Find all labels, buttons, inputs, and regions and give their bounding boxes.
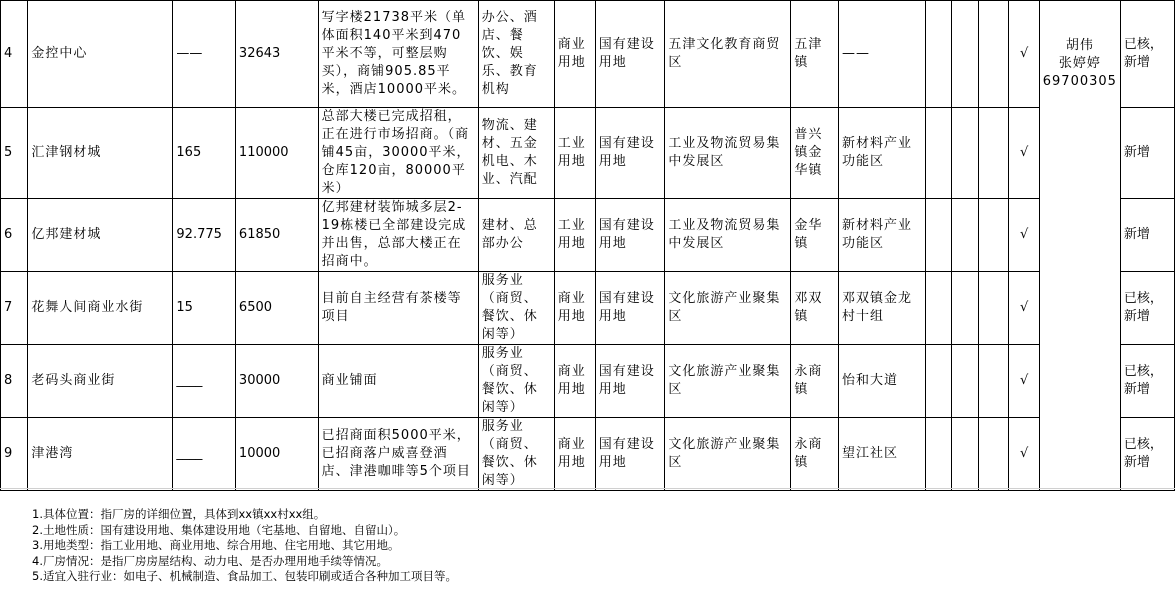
status[interactable]: 已核，新增 [1120, 272, 1174, 345]
empty-cell[interactable] [978, 108, 1009, 199]
empty-cell[interactable] [978, 199, 1009, 272]
land-nature[interactable]: 国有建设用地 [595, 272, 665, 345]
check-mark[interactable]: √ [1009, 108, 1039, 199]
table-row[interactable] [1, 108, 1175, 199]
sheet-gridline [0, 488, 1175, 489]
row-number[interactable]: 9 [1, 418, 28, 491]
suitable-industry[interactable]: 物流、建材、五金机电、木业、汽配 [478, 108, 554, 199]
specific-location[interactable]: —— [839, 1, 926, 108]
project-name[interactable]: 亿邦建材城 [28, 199, 173, 272]
row-number[interactable]: 5 [1, 108, 28, 199]
footnote-1[interactable]: 1.具体位置：指厂房的详细位置，具体到xx镇xx村xx组。 [32, 507, 326, 521]
land-area[interactable]: ____ [173, 345, 236, 418]
empty-cell[interactable] [925, 1, 951, 108]
check-mark[interactable]: √ [1009, 345, 1039, 418]
specific-location[interactable]: 新材料产业功能区 [839, 199, 926, 272]
development-zone[interactable]: 工业及物流贸易集中发展区 [665, 199, 791, 272]
building-area[interactable]: 61850 [235, 199, 318, 272]
building-area[interactable]: 32643 [235, 1, 318, 108]
town[interactable]: 邓双镇 [791, 272, 839, 345]
contact-phone: 69700305 [1042, 74, 1117, 89]
row-number[interactable]: 6 [1, 199, 28, 272]
status[interactable]: 已核，新增 [1120, 345, 1174, 418]
empty-cell[interactable] [978, 418, 1009, 491]
check-mark[interactable]: √ [1009, 199, 1039, 272]
land-area[interactable]: 165 [173, 108, 236, 199]
suitable-industry[interactable]: 服务业（商贸、餐饮、休闲等） [478, 272, 554, 345]
land-use-type[interactable]: 工业用地 [554, 108, 595, 199]
empty-cell[interactable] [925, 345, 951, 418]
specific-location[interactable]: 邓双镇金龙村十组 [839, 272, 926, 345]
land-use-type[interactable]: 商业用地 [554, 345, 595, 418]
footnote-4[interactable]: 4.厂房情况：是指厂房房屋结构、动力电、是否办理用地手续等情况。 [32, 553, 388, 568]
land-area[interactable]: 92.775 [173, 199, 236, 272]
footnotes [32, 507, 457, 585]
land-use-type[interactable]: 商业用地 [554, 1, 595, 108]
project-name[interactable]: 花舞人间商业水街 [28, 272, 173, 345]
empty-cell[interactable] [978, 1, 1009, 108]
contact-name-1: 胡伟 [1065, 38, 1094, 53]
project-description[interactable]: 商业铺面 [318, 345, 478, 418]
land-area[interactable]: 15 [173, 272, 236, 345]
table-row[interactable] [1, 1, 1175, 108]
empty-cell[interactable] [951, 418, 978, 491]
land-use-type[interactable]: 工业用地 [554, 199, 595, 272]
suitable-industry[interactable]: 服务业（商贸、餐饮、休闲等） [478, 345, 554, 418]
status[interactable]: 新增 [1120, 108, 1174, 199]
town[interactable]: 金华镇 [791, 199, 839, 272]
project-description[interactable]: 已招商面积5000平米，已招商落户威喜登酒店、津港咖啡等5个项目 [318, 418, 478, 491]
empty-cell[interactable] [925, 199, 951, 272]
specific-location[interactable]: 怡和大道 [839, 345, 926, 418]
project-name[interactable]: 金控中心 [28, 1, 173, 108]
building-area[interactable]: 30000 [235, 345, 318, 418]
project-description[interactable]: 目前自主经营有茶楼等项目 [318, 272, 478, 345]
empty-cell[interactable] [951, 345, 978, 418]
building-area[interactable]: 6500 [235, 272, 318, 345]
row-number[interactable]: 8 [1, 345, 28, 418]
project-description[interactable]: 写字楼21738平米（单体面积140平米到470平米不等，可整层购买），商铺905.85平米，酒店10000平米。 [318, 1, 478, 108]
status[interactable]: 已核，新增 [1120, 418, 1174, 491]
project-name[interactable]: 老码头商业街 [28, 345, 173, 418]
empty-cell[interactable] [925, 418, 951, 491]
suitable-industry[interactable]: 建材、总部办公 [478, 199, 554, 272]
land-nature[interactable]: 国有建设用地 [595, 1, 665, 108]
development-zone[interactable]: 文化旅游产业聚集区 [665, 272, 791, 345]
check-mark[interactable]: √ [1009, 272, 1039, 345]
specific-location[interactable]: 望江社区 [839, 418, 926, 491]
empty-cell[interactable] [978, 272, 1009, 345]
empty-cell[interactable] [925, 272, 951, 345]
empty-cell[interactable] [978, 345, 1009, 418]
building-area[interactable]: 110000 [235, 108, 318, 199]
empty-cell[interactable] [925, 108, 951, 199]
row-number[interactable]: 7 [1, 272, 28, 345]
town[interactable]: 永商镇 [791, 418, 839, 491]
status[interactable]: 已核，新增 [1120, 1, 1174, 108]
town[interactable]: 五津镇 [791, 1, 839, 108]
town[interactable]: 永商镇 [791, 345, 839, 418]
contact-name-2: 张婷婷 [1058, 56, 1101, 71]
land-use-type[interactable]: 商业用地 [554, 272, 595, 345]
footnote-3[interactable]: 3.用地类型：指工业用地、商业用地、综合用地、住宅用地、其它用地。 [32, 538, 400, 552]
table-row[interactable] [1, 418, 1175, 491]
row-number[interactable]: 4 [1, 1, 28, 108]
project-description[interactable]: 总部大楼已完成招租，正在进行市场招商。（商铺45亩，30000平米，仓库120亩，80000平米） [318, 108, 478, 199]
building-area[interactable]: 10000 [235, 418, 318, 491]
empty-cell[interactable] [951, 272, 978, 345]
land-use-type[interactable]: 商业用地 [554, 418, 595, 491]
check-mark[interactable]: √ [1009, 418, 1039, 491]
status[interactable]: 新增 [1120, 199, 1174, 272]
land-nature[interactable]: 国有建设用地 [595, 199, 665, 272]
land-nature[interactable]: 国有建设用地 [595, 108, 665, 199]
footnote-5[interactable]: 5.适宜入驻行业：如电子、机械制造、食品加工、包装印刷或适合各种加工项目等。 [32, 569, 457, 583]
empty-cell[interactable] [951, 108, 978, 199]
land-nature[interactable]: 国有建设用地 [595, 418, 665, 491]
project-description[interactable]: 亿邦建材装饰城多层2-19栋楼已全部建设完成并出售，总部大楼正在招商中。 [318, 199, 478, 272]
check-mark[interactable]: √ [1009, 1, 1039, 108]
development-zone[interactable]: 五津文化教育商贸区 [665, 1, 791, 108]
specific-location[interactable]: 新材料产业功能区 [839, 108, 926, 199]
land-area[interactable]: ____ [173, 418, 236, 491]
development-zone[interactable]: 工业及物流贸易集中发展区 [665, 108, 791, 199]
project-name[interactable]: 津港湾 [28, 418, 173, 491]
development-zone[interactable]: 文化旅游产业聚集区 [665, 418, 791, 491]
development-zone[interactable]: 文化旅游产业聚集区 [665, 345, 791, 418]
table-row[interactable] [1, 345, 1175, 418]
table-row[interactable] [1, 199, 1175, 272]
footnote-2[interactable]: 2.土地性质：国有建设用地、集体建设用地（宅基地、自留地、自留山）。 [32, 522, 406, 537]
contact-cell[interactable] [1039, 1, 1120, 491]
land-nature[interactable]: 国有建设用地 [595, 345, 665, 418]
project-name[interactable]: 汇津钢材城 [28, 108, 173, 199]
town[interactable]: 普兴镇金华镇 [791, 108, 839, 199]
table-body [1, 1, 1175, 491]
suitable-industry[interactable]: 办公、酒店、餐饮、娱乐、教育机构 [478, 1, 554, 108]
table-row[interactable] [1, 272, 1175, 345]
empty-cell[interactable] [951, 199, 978, 272]
land-area[interactable]: —— [173, 1, 236, 108]
empty-cell[interactable] [951, 1, 978, 108]
suitable-industry[interactable]: 服务业（商贸、餐饮、休闲等） [478, 418, 554, 491]
